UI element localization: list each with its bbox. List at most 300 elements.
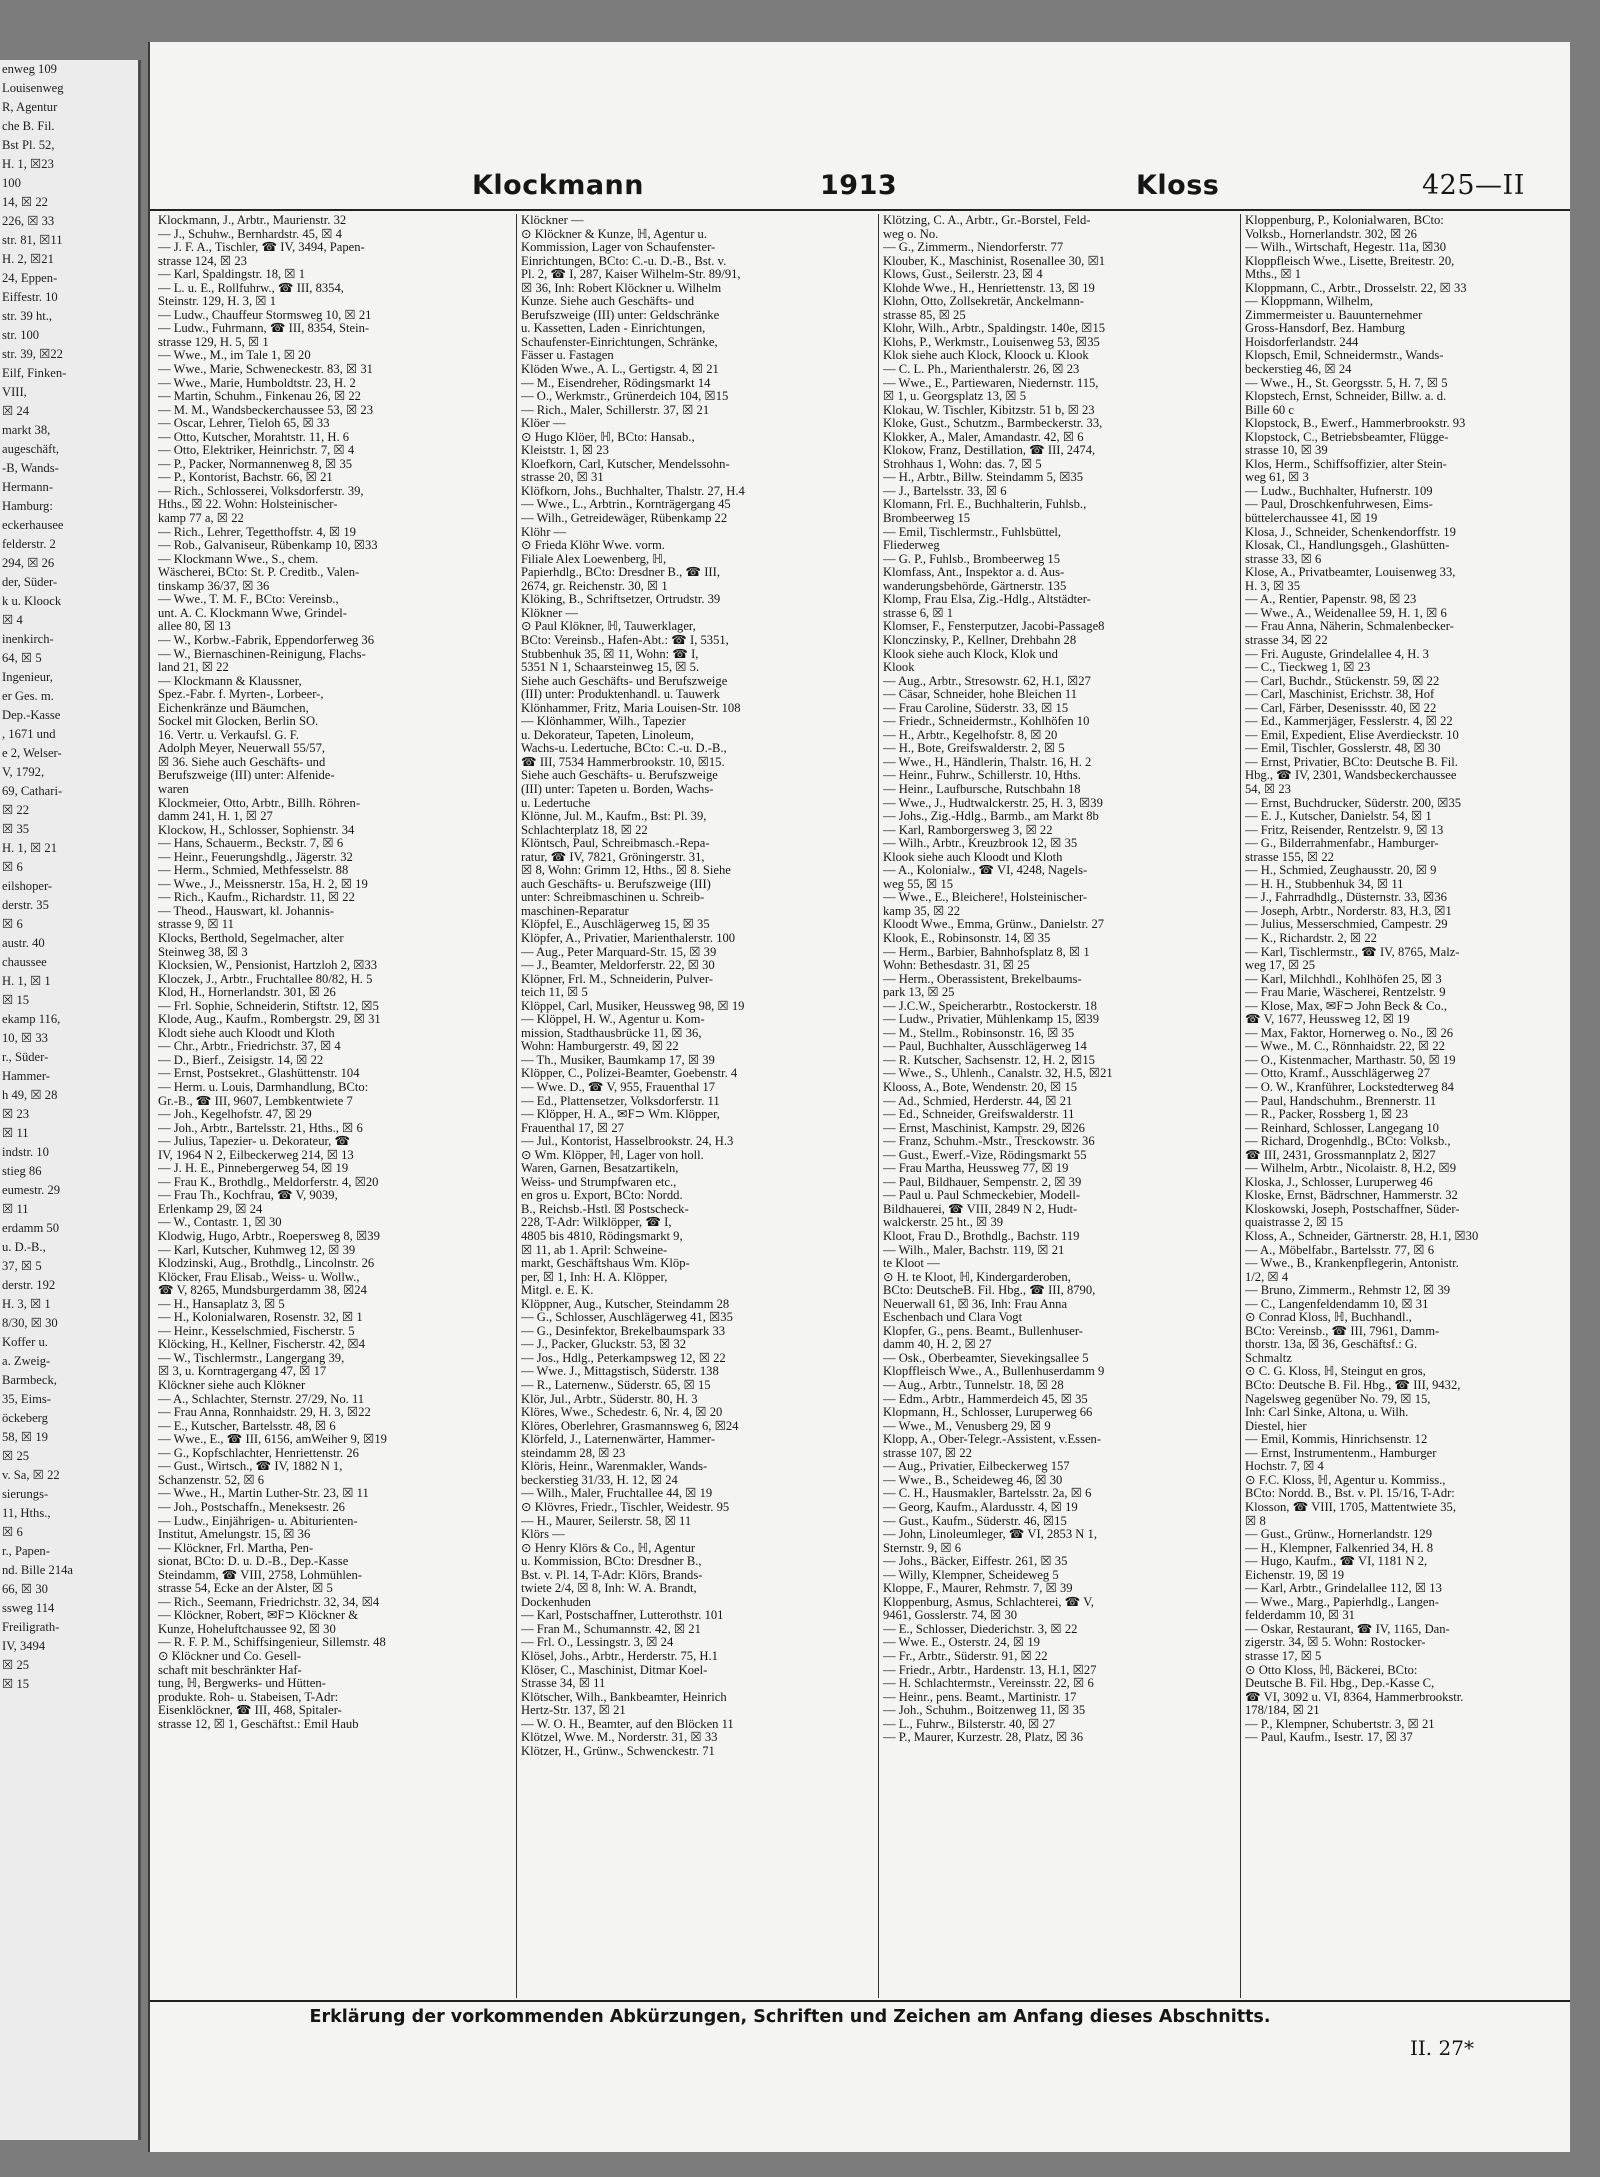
left-page-fragment: ekamp 116, — [2, 1012, 61, 1026]
directory-entry: — O., Werkmstr., Grünerdeich 104, ☒15 — [521, 390, 729, 404]
left-page-fragment: H. 1, ☒23 — [2, 157, 54, 171]
directory-entry: BCto: Vereinsb., Hafen-Abt.: ☎ I, 5351, — [521, 633, 729, 647]
directory-entry: — Johs., Zig.-Hdlg., Barmb., am Markt 8b — [883, 810, 1099, 824]
directory-entry: Kunze, Hoheluftchaussee 92, ☒ 30 — [158, 1622, 336, 1636]
left-page-fragment: 37, ☒ 5 — [2, 1259, 42, 1273]
directory-entry: Klöpfel, E., Auschlägerweg 15, ☒ 35 — [521, 918, 710, 932]
directory-entry: — Wwe., M., im Tale 1, ☒ 20 — [158, 349, 311, 363]
directory-entry: schaft mit beschränkter Haf- — [158, 1663, 302, 1677]
directory-entry: — Karl, Milchhdl., Kohlhöfen 25, ☒ 3 — [1245, 972, 1442, 986]
left-page-fragment: r., Papen- — [2, 1544, 50, 1558]
directory-entry: — Osk., Oberbeamter, Sievekingsallee 5 — [883, 1351, 1089, 1365]
directory-entry: tung, ℍ, Bergwerks- und Hütten- — [158, 1677, 326, 1691]
directory-entry: 5351 N 1, Schaarsteinweg 15, ☒ 5. — [521, 661, 700, 675]
directory-entry: Klopffleisch Wwe., A., Bullenhuserdamm 9 — [883, 1365, 1105, 1379]
directory-entry: ☒ 11, ab 1. April: Schweine- — [521, 1243, 668, 1257]
directory-entry: Pl. 2, ☎ I, 287, Kaiser Wilhelm-Str. 89/91, — [521, 268, 741, 282]
directory-entry: Klok siehe auch Klock, Kloock u. Klook — [883, 349, 1089, 363]
directory-entry: u. Kassetten, Laden - Einrichtungen, — [521, 322, 706, 336]
directory-entry: Klosa, J., Schneider, Schenkendorffstr. 19 — [1245, 525, 1456, 539]
directory-entry: — Frau Marie, Wäscherei, Rentzelstr. 9 — [1245, 986, 1446, 1000]
running-head-last-name: Kloss — [1136, 170, 1220, 201]
directory-entry: Wäscherei, BCto: St. P. Creditb., Valen- — [158, 566, 360, 580]
directory-entry: damm 241, H. 1, ☒ 27 — [158, 810, 273, 824]
directory-entry: thorstr. 13a, ☒ 36, Geschäftsf.: G. — [1245, 1338, 1418, 1352]
directory-entry: — Heinr., Kesselschmied, Fischerstr. 5 — [158, 1324, 355, 1338]
directory-entry: — H., Maurer, Seilerstr. 58, ☒ 11 — [521, 1514, 692, 1528]
directory-entry: Klook siehe auch Kloodt und Kloth — [883, 850, 1063, 864]
directory-entry: — Wilh., Arbtr., Kreuzbrook 12, ☒ 35 — [883, 837, 1078, 851]
directory-entry: Klosson, ☎ VIII, 1705, Mattentwiete 35, — [1245, 1500, 1456, 1514]
left-page-fragment: eckerhausee — [2, 518, 64, 532]
column-divider — [878, 214, 879, 1998]
directory-entry: Schlachterplatz 18, ☒ 22 — [521, 823, 648, 837]
directory-entry: Klöckner siehe auch Klökner — [158, 1379, 306, 1393]
left-page-fragment: e 2, Welser- — [2, 746, 62, 760]
directory-entry: — Heinr., Laufbursche, Rutschbahn 18 — [883, 782, 1081, 796]
directory-entry: tinskamp 36/37, ☒ 36 — [158, 579, 270, 593]
left-page-fragment: ☒ 24 — [2, 404, 30, 418]
left-page-fragment: felderstr. 2 — [2, 537, 56, 551]
directory-entry: markt, Geschäftshaus Wm. Klöp- — [521, 1257, 690, 1271]
directory-entry: Bildhauerei, ☎ VIII, 2849 N 2, Hudt- — [883, 1202, 1078, 1216]
directory-entry: — Wilh., Wirtschaft, Hegestr. 11a, ☒30 — [1245, 241, 1447, 255]
left-page-fragment: derstr. 192 — [2, 1278, 56, 1292]
directory-entry: — Wwe. E., Osterstr. 24, ☒ 19 — [883, 1636, 1040, 1650]
directory-entry: — H. Schlachtermstr., Vereinsstr. 22, ☒ 6 — [883, 1677, 1094, 1691]
directory-entry: H. 3, ☒ 35 — [1245, 579, 1301, 593]
directory-entry: Einrichtungen, BCto: C.-u. D.-B., Bst. v. — [521, 254, 727, 268]
directory-entry: Klows, Gust., Seilerstr. 23, ☒ 4 — [883, 268, 1043, 282]
directory-entry: B., Reichsb.-Hstl. ☒ Postscheck- — [521, 1202, 689, 1216]
directory-entry: Spez.-Fabr. f. Myrten-, Lorbeer-, — [158, 688, 324, 702]
directory-entry: — C., Tieckweg 1, ☒ 23 — [1245, 661, 1371, 675]
directory-entry: Gr.-B., ☎ III, 9607, Lembkentwiete 7 — [158, 1094, 353, 1108]
left-page-fragment: 66, ☒ 30 — [2, 1582, 48, 1596]
directory-entry: u. Kommission, BCto: Dresdner B., — [521, 1555, 702, 1569]
directory-entry: Kleiststr. 1, ☒ 23 — [521, 444, 609, 458]
left-page-fragment: 24, Eppen- — [2, 271, 58, 285]
directory-entry: — Frau Martha, Heussweg 77, ☒ 19 — [883, 1162, 1069, 1176]
column-4 — [1245, 214, 1563, 1998]
directory-entry: Klod, H., Hornerlandstr. 301, ☒ 26 — [158, 986, 336, 1000]
directory-entry: Filiale Alex Loewenberg, ℍ, — [521, 552, 667, 566]
directory-entry: — Ludw., Chauffeur Stormsweg 10, ☒ 21 — [158, 308, 372, 322]
directory-entry: — Paul, Droschkenfuhrwesen, Eims- — [1245, 498, 1433, 512]
directory-entry: — W., Biernaschinen-Reinigung, Flachs- — [158, 647, 366, 661]
directory-entry: — Paul, Handschuhm., Brennerstr. 11 — [1245, 1094, 1437, 1108]
left-page-fragment: ☒ 23 — [2, 1107, 30, 1121]
directory-entry: Klodwig, Hugo, Arbtr., Roepersweg 8, ☒39 — [158, 1230, 380, 1244]
left-page-fragment: k u. Kloock — [2, 594, 62, 608]
directory-entry: Klook — [883, 661, 915, 675]
directory-entry: — Jul., Kontorist, Hasselbrookstr. 24, H.3 — [521, 1135, 734, 1149]
directory-entry: — Paul, Bildhauer, Sempenstr. 2, ☒ 39 — [883, 1175, 1082, 1189]
left-page-fragment: 64, ☒ 5 — [2, 651, 42, 665]
directory-entry: Klohn, Otto, Zollsekretär, Anckelmann- — [883, 295, 1084, 309]
directory-entry: Klöris, Heinr., Warenmakler, Wands- — [521, 1460, 708, 1474]
directory-entry: Klösel, Johs., Arbtr., Herderstr. 75, H.1 — [521, 1649, 718, 1663]
directory-entry: Brombeerweg 15 — [883, 512, 971, 526]
directory-entry: — Oscar, Lehrer, Tieloh 65, ☒ 33 — [158, 417, 330, 431]
directory-entry: — Gust., Grünw., Hornerlandstr. 129 — [1245, 1528, 1433, 1542]
left-page-fragment: H. 2, ☒21 — [2, 252, 54, 266]
directory-entry: — Fran M., Schumannstr. 42, ☒ 21 — [521, 1622, 701, 1636]
directory-entry: — R. Kutscher, Sachsenstr. 12, H. 2, ☒15 — [883, 1053, 1095, 1067]
directory-entry: Klohde Wwe., H., Henriettenstr. 13, ☒ 19 — [883, 281, 1095, 295]
directory-entry: park 13, ☒ 25 — [883, 986, 955, 1000]
directory-entry: ☒ 36, Inh: Robert Klöckner u. Wilhelm — [521, 281, 722, 295]
directory-entry: Volksb., Hornerlandstr. 302, ☒ 26 — [1245, 227, 1417, 241]
directory-entry: — Heinr., pens. Beamt., Martinistr. 17 — [883, 1690, 1077, 1704]
directory-entry: strasse 17, ☒ 5 — [1245, 1649, 1322, 1663]
directory-entry: — Aug., Arbtr., Stresowstr. 62, H.1, ☒27 — [883, 674, 1091, 688]
directory-entry: Klonczinsky, P., Kellner, Drehbahn 28 — [883, 633, 1077, 647]
left-page-fragment: markt 38, — [2, 423, 51, 437]
left-page-fragment: Hermann- — [2, 480, 54, 494]
directory-entry: — Klöckner, Robert, ✉F⊃ Klöckner & — [158, 1609, 359, 1623]
directory-entry: — Karl, Postschaffner, Lutterothstr. 101 — [521, 1609, 724, 1623]
directory-entry: — H., Klempner, Falkenried 34, H. 8 — [1245, 1541, 1434, 1555]
directory-entry: — Otto, Kramf., Ausschlägerweg 27 — [1245, 1067, 1431, 1081]
directory-entry: — Georg, Kaufm., Alardusstr. 4, ☒ 19 — [883, 1500, 1078, 1514]
left-page-fragment: che B. Fil. — [2, 119, 55, 133]
directory-entry: — Wwe., B., Scheideweg 46, ☒ 30 — [883, 1473, 1063, 1487]
directory-entry: 9461, Gosslerstr. 74, ☒ 30 — [883, 1609, 1018, 1623]
left-page-fragment: ☒ 11 — [2, 1202, 29, 1216]
directory-entry: walckerstr. 25 ht., ☒ 39 — [883, 1216, 1004, 1230]
left-page-fragment: der, Süder- — [2, 575, 58, 589]
directory-entry: — Wwe., H., St. Georgsstr. 5, H. 7, ☒ 5 — [1245, 376, 1448, 390]
directory-entry: — Fr., Arbtr., Süderstr. 91, ☒ 22 — [883, 1649, 1048, 1663]
left-page-fragment: augeschäft, — [2, 442, 59, 456]
directory-entry: kamp 35, ☒ 22 — [883, 904, 961, 918]
directory-entry: Klopstock, C., Betriebsbeamter, Flügge- — [1245, 430, 1449, 444]
directory-entry: Klöcker, Frau Elisab., Weiss- u. Wollw., — [158, 1270, 360, 1284]
directory-entry: Klörs — — [521, 1528, 565, 1542]
directory-entry: teich 11, ☒ 5 — [521, 986, 588, 1000]
folio: II. 27* — [1410, 2036, 1474, 2060]
directory-entry: Klokau, W. Tischler, Kibitzstr. 51 b, ☒ 23 — [883, 403, 1095, 417]
directory-entry: strasse 129, H. 5, ☒ 1 — [158, 335, 269, 349]
directory-entry: — Joh., Postschaffn., Meneksestr. 26 — [158, 1500, 345, 1514]
left-page-fragment: ☒ 11 — [2, 1126, 29, 1140]
directory-entry: Klodt siehe auch Kloodt und Kloth — [158, 1026, 335, 1040]
directory-entry: Zimmermeister u. Bauunternehmer — [1245, 308, 1423, 322]
directory-entry: — K., Richardstr. 2, ☒ 22 — [1245, 931, 1377, 945]
abbreviations-note: Erklärung der vorkommenden Abkürzungen, Schriften und Zeichen am Anfang dieses Abschnitts. — [309, 2007, 1271, 2027]
directory-entry: Kloppmann, C., Arbtr., Drosselstr. 22, ☒ 33 — [1245, 281, 1467, 295]
directory-entry: Klötzing, C. A., Arbtr., Gr.-Borstel, Feld- — [883, 214, 1091, 227]
left-page-fragment: H. 3, ☒ 1 — [2, 1297, 51, 1311]
directory-entry: — Herm., Barbier, Bahnhofsplatz 8, ☒ 1 — [883, 945, 1090, 959]
directory-entry: Klöden Wwe., A. L., Gertigstr. 4, ☒ 21 — [521, 363, 719, 377]
directory-entry: mission, Stadthausbrücke 11, ☒ 36, — [521, 1026, 702, 1040]
directory-entry: — P., Maurer, Kurzestr. 28, Platz, ☒ 36 — [883, 1731, 1084, 1745]
directory-entry: ☒ 1, u. Georgsplatz 13, ☒ 5 — [883, 390, 1027, 404]
directory-entry: u. Dekorateur, Tapeten, Linoleum, — [521, 728, 694, 742]
directory-entry: — Wwe., H., Martin Luther-Str. 23, ☒ 11 — [158, 1487, 369, 1501]
directory-entry: strasse 20, ☒ 31 — [521, 471, 604, 485]
directory-entry: Kloppe, F., Maurer, Rehmstr. 7, ☒ 39 — [883, 1582, 1073, 1596]
directory-entry: — M., Eisendreher, Rödingsmarkt 14 — [521, 376, 711, 390]
directory-entry: — Gust., Ewerf.-Vize, Rödingsmarkt 55 — [883, 1148, 1087, 1162]
directory-entry: allee 80, ☒ 13 — [158, 620, 231, 634]
directory-entry: Siehe auch Geschäfts- u. Berufszweige — [521, 769, 718, 783]
directory-entry: Schanzenstr. 52, ☒ 6 — [158, 1473, 265, 1487]
directory-entry: — Frau Caroline, Süderstr. 33, ☒ 15 — [883, 701, 1069, 715]
directory-entry: Klöpper, C., Polizei-Beamter, Goebenstr. 4 — [521, 1067, 738, 1081]
directory-entry: — Wwe., B., Krankenpflegerin, Antonistr. — [1245, 1257, 1459, 1271]
directory-entry: ☎ III, 2431, Grossmannplatz 2, ☒27 — [1245, 1148, 1436, 1162]
left-page-fragment: Eilf, Finken- — [2, 366, 67, 380]
directory-entry: wanderungsbehörde, Gärtnerstr. 135 — [883, 579, 1067, 593]
directory-entry: — Th., Musiker, Baumkamp 17, ☒ 39 — [521, 1053, 715, 1067]
directory-entry: — E., Schlosser, Diederichstr. 3, ☒ 22 — [883, 1622, 1078, 1636]
directory-entry: — Karl, Kutscher, Kuhmweg 12, ☒ 39 — [158, 1243, 356, 1257]
directory-entry: Kloppfleisch Wwe., Lisette, Breitestr. 20, — [1245, 254, 1455, 268]
directory-entry: — Aug., Arbtr., Tunnelstr. 18, ☒ 28 — [883, 1379, 1064, 1393]
directory-entry: — Edm., Arbtr., Hammerdeich 45, ☒ 35 — [883, 1392, 1088, 1406]
directory-entry: strasse 10, ☒ 39 — [1245, 444, 1328, 458]
directory-entry: — Wilh., Maler, Bachstr. 119, ☒ 21 — [883, 1243, 1065, 1257]
directory-entry: Erlenkamp 29, ☒ 24 — [158, 1202, 263, 1216]
directory-entry: Klopstech, Ernst, Schneider, Billw. a. d. — [1245, 390, 1447, 404]
directory-entry: Klönhammer, Fritz, Maria Louisen-Str. 108 — [521, 701, 741, 715]
directory-entry: ⊙ Paul Klökner, ℍ, Tauwerklager, — [521, 620, 696, 634]
directory-entry: 1/2, ☒ 4 — [1245, 1270, 1289, 1284]
directory-entry: — C. L. Ph., Marienthalerstr. 26, ☒ 23 — [883, 363, 1080, 377]
directory-entry: — Klöckner, Frl. Martha, Pen- — [158, 1541, 314, 1555]
directory-entry: Eisenklöckner, ☎ III, 468, Spitaler- — [158, 1704, 342, 1718]
directory-entry: — Ernst, Postsekret., Glashüttenstr. 104 — [158, 1067, 360, 1081]
left-page-fragment: Ingenieur, — [2, 670, 53, 684]
directory-entry: — M. M., Wandsbeckerchaussee 53, ☒ 23 — [158, 403, 373, 417]
directory-entry: — A., Möbelfabr., Bartelsstr. 77, ☒ 6 — [1245, 1243, 1434, 1257]
left-page-fragment: Dep.-Kasse — [2, 708, 61, 722]
directory-entry: ☎ V, 1677, Heussweg 12, ☒ 19 — [1245, 1013, 1410, 1027]
directory-entry: Adolph Meyer, Neuerwall 55/57, — [158, 742, 326, 756]
directory-entry: — Ad., Schmied, Herderstr. 44, ☒ 21 — [883, 1094, 1073, 1108]
directory-entry: strasse 33, ☒ 6 — [1245, 552, 1322, 566]
directory-entry: Klötzer, H., Grünw., Schwenckestr. 71 — [521, 1744, 715, 1758]
directory-entry: Klöser, C., Maschinist, Ditmar Koel- — [521, 1663, 708, 1677]
directory-entry: Strasse 34, ☒ 11 — [521, 1677, 606, 1691]
footer-rule — [150, 2000, 1570, 2002]
directory-entry: — P., Kontorist, Bachstr. 66, ☒ 21 — [158, 471, 333, 485]
directory-entry: Weiss- und Strumpfwaren etc., — [521, 1175, 677, 1189]
directory-entry: — Karl, Tischlermstr., ☎ IV, 8765, Malz- — [1245, 945, 1460, 959]
directory-entry: — Wwe., S., Uhlenh., Canalstr. 32, H.5, ☒21 — [883, 1067, 1113, 1081]
directory-entry: — Wwe., M., Venusberg 29, ☒ 9 — [883, 1419, 1051, 1433]
directory-entry: — Wwe., E., Bleichere!, Holsteinischer- — [883, 891, 1088, 905]
directory-entry: Klook, E., Robinsonstr. 14, ☒ 35 — [883, 931, 1051, 945]
directory-entry: — Willy, Klempner, Scheideweg 5 — [883, 1568, 1059, 1582]
directory-entry: waren — [158, 782, 189, 796]
directory-entry: Klöpner, Frl. M., Schneiderin, Pulver- — [521, 972, 713, 986]
directory-entry: Klocks, Berthold, Segelmacher, alter — [158, 931, 344, 945]
directory-entry: — Carl, Buchdr., Stückenstr. 59, ☒ 22 — [1245, 674, 1440, 688]
directory-entry: — C. H., Hausmakler, Bartelsstr. 2a, ☒ 6 — [883, 1487, 1092, 1501]
directory-entry: Klopmann, H., Schlosser, Luruperweg 66 — [883, 1406, 1093, 1420]
directory-entry: — D., Bierf., Zeisigstr. 14, ☒ 22 — [158, 1053, 324, 1067]
left-page-fragment: str. 81, ☒11 — [2, 233, 63, 247]
left-page-fragment: ☒ 15 — [2, 993, 30, 1007]
directory-entry: ⊙ Klöckner und Co. Gesell- — [158, 1649, 302, 1663]
directory-entry: — G., Schlosser, Auschlägerweg 41, ☒35 — [521, 1311, 733, 1325]
directory-entry: unter: Schreibmaschinen u. Schreib- — [521, 891, 705, 905]
directory-entry: — Kloppmann, Wilhelm, — [1245, 295, 1373, 309]
directory-entry: — W., Korbw.-Fabrik, Eppendorferweg 36 — [158, 633, 375, 647]
directory-entry: — Aug., Peter Marquard-Str. 15, ☒ 39 — [521, 945, 717, 959]
directory-entry: ⊙ Henry Klörs & Co., ℍ, Agentur — [521, 1541, 696, 1555]
left-page-fragment: 100 — [2, 176, 21, 190]
directory-entry: ⊙ Frieda Klöhr Wwe. vorm. — [521, 539, 665, 553]
directory-entry: (III) unter: Produktenhandl. u. Tauwerk — [521, 688, 720, 702]
directory-entry: — Friedr., Arbtr., Hardenstr. 13, H.1, ☒27 — [883, 1663, 1097, 1677]
directory-entry: — Herm., Schmied, Methfesselstr. 88 — [158, 864, 349, 878]
directory-entry: — A., Kolonialw., ☎ VI, 4248, Nagels- — [883, 864, 1088, 878]
directory-entry: Deutsche B. Fil. Hbg., Dep.-Kasse C, — [1245, 1677, 1435, 1691]
directory-entry: ⊙ Hugo Klöer, ℍ, BCto: Hansab., — [521, 430, 695, 444]
left-page-fragment: 294, ☒ 26 — [2, 556, 55, 570]
directory-entry: strasse 107, ☒ 22 — [883, 1446, 972, 1460]
directory-entry: ☒ 36. Siehe auch Geschäfts- und — [158, 755, 326, 769]
left-page-fragment: IV, 3494 — [2, 1639, 46, 1653]
directory-entry: Bille 60 c — [1245, 403, 1294, 417]
directory-entry: — Hans, Schauerm., Beckstr. 7, ☒ 6 — [158, 837, 344, 851]
directory-entry: — H., Arbtr., Billw. Steindamm 5, ☒35 — [883, 471, 1084, 485]
directory-entry: Klopsch, Emil, Schneidermstr., Wands- — [1245, 349, 1444, 363]
directory-entry: — Rich., Seemann, Friedrichstr. 32, 34, ☒4 — [158, 1595, 380, 1609]
directory-entry: Siehe auch Geschäfts- und Berufszweige — [521, 674, 728, 688]
directory-entry: Hochstr. 7, ☒ 4 — [1245, 1460, 1324, 1474]
directory-entry: — Max, Faktor, Hornerweg o. No., ☒ 26 — [1245, 1026, 1454, 1040]
directory-entry: — Ernst, Privatier, BCto: Deutsche B. Fil. — [1245, 755, 1458, 769]
directory-entry: — O., Kistenmacher, Marthastr. 50, ☒ 19 — [1245, 1053, 1456, 1067]
directory-entry: — G., Kopfschlachter, Henriettenstr. 26 — [158, 1446, 359, 1460]
directory-entry: — G., Zimmerm., Niendorferstr. 77 — [883, 241, 1064, 255]
left-page-fragment: ☒ 6 — [2, 1525, 23, 1539]
directory-entry: Sockel mit Glocken, Berlin SO. — [158, 715, 319, 729]
directory-entry: Hths., ☒ 22. Wohn: Holsteinischer- — [158, 498, 338, 512]
left-page-fragment: Barmbeck, — [2, 1373, 57, 1387]
directory-entry: — Joh., Schuhm., Boitzenweg 11, ☒ 35 — [883, 1704, 1086, 1718]
directory-entry: unt. A. C. Klockmann Wwe, Grindel- — [158, 606, 347, 620]
left-page-fragment: ☒ 35 — [2, 822, 30, 836]
directory-entry: — Wwe., Marie, Schweneckestr. 83, ☒ 31 — [158, 363, 373, 377]
left-page-fragment: 8/30, ☒ 30 — [2, 1316, 58, 1330]
directory-entry: Klötscher, Wilh., Bankbeamter, Heinrich — [521, 1690, 727, 1704]
directory-entry: — P., Klempner, Schubertstr. 3, ☒ 21 — [1245, 1717, 1435, 1731]
left-page-fragment: 14, ☒ 22 — [2, 195, 48, 209]
left-page-fragment: 226, ☒ 33 — [2, 214, 55, 228]
directory-entry: ☒ 8 — [1245, 1514, 1266, 1528]
directory-entry: zigerstr. 34, ☒ 5. Wohn: Rostocker- — [1245, 1636, 1426, 1650]
directory-entry: Klopp, A., Ober-Telegr.-Assistent, v.Essen- — [883, 1433, 1102, 1447]
directory-entry: per, ☒ 1, Inh: H. A. Klöpper, — [521, 1270, 668, 1284]
directory-entry: — Fritz, Reisender, Rentzelstr. 9, ☒ 13 — [1245, 823, 1444, 837]
left-page-fragment: 58, ☒ 19 — [2, 1430, 48, 1444]
directory-entry: — Julius, Tapezier- u. Dekorateur, ☎ — [158, 1135, 351, 1149]
directory-entry: — Wwe., J., Hudtwalckerstr. 25, H. 3, ☒39 — [883, 796, 1103, 810]
directory-entry: — Wilh., Maler, Fruchtallee 44, ☒ 19 — [521, 1487, 713, 1501]
directory-entry: ⊙ C. G. Kloss, ℍ, Steingut en gros, — [1245, 1365, 1426, 1379]
directory-entry: BCto: Deutsche B. Fil. Hbg., ☎ III, 9432, — [1245, 1379, 1461, 1393]
directory-entry: — H. H., Stubbenhuk 34, ☒ 11 — [1245, 877, 1404, 891]
directory-entry: BCto: Nordd. B., Bst. v. Pl. 15/16, T-Adr: — [1245, 1487, 1455, 1501]
directory-entry: — Wilhelm, Arbtr., Nicolaistr. 8, H.2, ☒9 — [1245, 1162, 1456, 1176]
directory-entry: Klönne, Jul. M., Kaufm., Bst: Pl. 39, — [521, 810, 707, 824]
directory-entry: weg 17, ☒ 25 — [1245, 959, 1316, 973]
directory-entry: — Joseph, Arbtr., Norderstr. 83, H.3, ☒1 — [1245, 904, 1452, 918]
directory-entry: Kloke, Gust., Schutzm., Barmbeckerstr. 33, — [883, 417, 1103, 431]
directory-entry: — Reinhard, Schlosser, Langegang 10 — [1245, 1121, 1439, 1135]
left-page-fragment: Hamburg: — [2, 499, 53, 513]
directory-entry: — Gust., Wirtsch., ☎ IV, 1882 N 1, — [158, 1460, 343, 1474]
directory-entry: Klohs, P., Werkmstr., Louisenweg 53, ☒35 — [883, 335, 1100, 349]
directory-entry: Kloppenburg, Asmus, Schlachterei, ☎ V, — [883, 1595, 1094, 1609]
directory-entry: — M., Stellm., Robinsonstr. 16, ☒ 35 — [883, 1026, 1075, 1040]
directory-entry: — J. F. A., Tischler, ☎ IV, 3494, Papen- — [158, 241, 365, 255]
directory-entry: Mitgl. e. E. K. — [521, 1284, 594, 1298]
directory-entry: — Wilh., Getreidewäger, Rübenkamp 22 — [521, 512, 728, 526]
directory-entry: 54, ☒ 23 — [1245, 782, 1291, 796]
directory-entry: Sternstr. 9, ☒ 6 — [883, 1541, 962, 1555]
directory-entry: quaistrasse 2, ☒ 15 — [1245, 1216, 1344, 1230]
directory-entry: — H., Arbtr., Kegelhofstr. 8, ☒ 20 — [883, 728, 1058, 742]
directory-entry: strasse 9, ☒ 11 — [158, 918, 234, 932]
directory-entry: — E., Kutscher, Bartelsstr. 48, ☒ 6 — [158, 1419, 336, 1433]
directory-entry: — J., Bartelsstr. 33, ☒ 6 — [883, 484, 1007, 498]
directory-entry: Klos, Herm., Schiffsoffizier, alter Stein- — [1245, 457, 1447, 471]
directory-entry: — Jos., Hdlg., Peterkampsweg 12, ☒ 22 — [521, 1351, 726, 1365]
directory-entry: Klöntsch, Paul, Schreibmasch.-Repa- — [521, 837, 710, 851]
directory-entry: — Emil, Kommis, Hinrichsenstr. 12 — [1245, 1433, 1428, 1447]
directory-entry: Klöhr — — [521, 525, 567, 539]
directory-entry: — Carl, Färber, Desenissstr. 40, ☒ 22 — [1245, 701, 1437, 715]
directory-entry: Inh: Carl Sinke, Altona, u. Wilh. — [1245, 1406, 1409, 1420]
directory-entry: — Emil, Expedient, Elise Averdieckstr. 10 — [1245, 728, 1459, 742]
left-page-fragment: chaussee — [2, 955, 47, 969]
left-page-fragment: Louisenweg — [2, 81, 64, 95]
directory-entry: — J., Schuhw., Bernhardstr. 45, ☒ 4 — [158, 227, 342, 241]
directory-entry: — Joh., Kegelhofstr. 47, ☒ 29 — [158, 1108, 312, 1122]
header-rule — [150, 209, 1570, 211]
directory-entry: Gross-Hansdorf, Bez. Hamburg — [1245, 322, 1405, 336]
directory-entry: Klöres, Oberlehrer, Grasmannsweg 6, ☒24 — [521, 1419, 739, 1433]
left-page-fragment: ☒ 6 — [2, 860, 23, 874]
directory-entry: — Franz, Schuhm.-Mstr., Tresckowstr. 36 — [883, 1135, 1095, 1149]
directory-entry: Eichenkränze und Bäumchen, — [158, 701, 309, 715]
directory-entry: — Ludw., Buchhalter, Hufnerstr. 109 — [1245, 484, 1433, 498]
directory-entry: — Paul u. Paul Schmeckebier, Modell- — [883, 1189, 1081, 1203]
directory-entry: Klökner — — [521, 606, 579, 620]
directory-entry: — Rob., Galvaniseur, Rübenkamp 10, ☒33 — [158, 539, 378, 553]
directory-entry: Eichenstr. 19, ☒ 19 — [1245, 1568, 1345, 1582]
directory-entry: Stubbenhuk 35, ☒ 11, Wohn: ☎ I, — [521, 647, 699, 661]
directory-entry: — Wwe., Marie, Humboldtstr. 23, H. 2 — [158, 376, 356, 390]
directory-entry: — R. F. P. M., Schiffsingenieur, Sillemstr. 48 — [158, 1636, 386, 1650]
directory-entry: — Wwe., E., Partiewaren, Niedernstr. 115, — [883, 376, 1099, 390]
directory-entry: ⊙ H. te Kloot, ℍ, Kindergarderoben, — [883, 1270, 1071, 1284]
directory-entry: Papierhdlg., BCto: Dresdner B., ☎ III, — [521, 566, 720, 580]
directory-entry: — Klose, Max, ✉F⊃ John Beck & Co., — [1245, 999, 1447, 1013]
left-page-fragment: inenkirch- — [2, 632, 54, 646]
directory-entry: ☎ V, 8265, Mundsburgerdamm 38, ☒24 — [158, 1284, 367, 1298]
directory-entry: — Ed., Plattensetzer, Volksdorferstr. 11 — [521, 1094, 720, 1108]
directory-entry: Klouber, K., Maschinist, Rosenallee 30, ☒1 — [883, 254, 1106, 268]
